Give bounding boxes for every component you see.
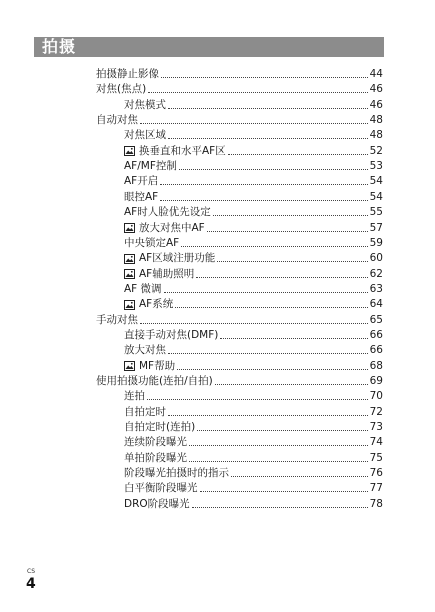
dot-leader (160, 199, 367, 201)
toc-entry-page: 57 (369, 221, 383, 234)
toc-entry-page: 68 (369, 359, 383, 372)
toc-entry-label (124, 389, 145, 404)
toc-entry-text: 放大对焦中AF (139, 221, 205, 234)
toc-entry[interactable] (124, 297, 383, 312)
toc-entry[interactable] (124, 389, 383, 404)
toc-entry-label (124, 497, 190, 512)
dot-leader (161, 76, 368, 78)
toc-entry-label (124, 128, 166, 143)
toc-entry-page: 54 (369, 190, 383, 203)
toc-entry[interactable] (124, 420, 383, 435)
toc-entry-text: AF开启 (124, 175, 159, 188)
toc-entry-label (124, 343, 166, 358)
toc-entry[interactable] (124, 405, 383, 420)
toc-entry[interactable] (124, 328, 383, 343)
page-number: 4 (26, 576, 36, 592)
toc-entry-label (124, 359, 175, 374)
toc-entry-text: 手动对焦 (96, 313, 138, 326)
dot-leader (213, 214, 368, 216)
dot-leader (140, 322, 368, 324)
toc-entry-page: 44 (369, 68, 383, 80)
toc-entry-text: 自拍定时 (124, 405, 166, 418)
dot-leader (192, 506, 368, 508)
toc-entry-text: 直接手动对焦(DMF) (124, 328, 219, 341)
language-code: CS (27, 568, 35, 575)
toc-entry-page: 53 (369, 160, 383, 173)
toc-entry-label (124, 481, 198, 496)
toc-entry-page: 65 (369, 313, 383, 326)
toc-entry-label (96, 313, 138, 328)
toc-entry[interactable] (124, 481, 383, 496)
toc-entry-text: 放大对焦 (124, 344, 166, 357)
toc-entry[interactable] (124, 435, 383, 450)
toc-entry-page: 62 (369, 267, 383, 280)
toc-entry-page: 78 (369, 497, 383, 510)
toc-entry-page: 74 (369, 436, 383, 449)
dot-leader (196, 276, 367, 278)
toc-entry[interactable] (96, 113, 383, 128)
toc-entry-page: 76 (369, 467, 383, 480)
toc-entry[interactable] (124, 159, 383, 174)
toc-entry-text: AF区域注册功能 (139, 252, 216, 265)
dot-leader (168, 414, 368, 416)
toc-entry-text: AF 微调 (124, 282, 162, 295)
toc-entry-label (124, 190, 158, 205)
toc-entry-label (124, 282, 162, 297)
toc-entry-page: 60 (369, 252, 383, 265)
dot-leader (160, 183, 367, 185)
toc-entry-text: AF/MF控制 (124, 160, 177, 173)
still-image-icon (124, 300, 135, 310)
toc-entry-label (96, 82, 146, 97)
toc-entry-page: 59 (369, 236, 383, 249)
toc-entry-page: 77 (369, 482, 383, 495)
toc-entry-page: 55 (369, 206, 383, 219)
toc-entry-page: 52 (369, 144, 383, 157)
toc-entry-page: 64 (369, 298, 383, 311)
toc-entry[interactable] (124, 221, 383, 236)
toc-entry-page: 48 (369, 129, 383, 142)
toc-entry-page: 63 (369, 282, 383, 295)
toc-entry-label (96, 374, 213, 389)
toc-entry[interactable] (124, 282, 383, 297)
toc-entry-page: 72 (369, 405, 383, 418)
dot-leader (140, 122, 368, 124)
toc-entry-text: 使用拍摄功能(连拍/自拍) (96, 375, 213, 387)
toc-entry-text: MF帮助 (139, 359, 176, 372)
toc-entry-page: 69 (369, 375, 383, 387)
toc-entry-label (124, 236, 179, 251)
dot-leader (217, 260, 367, 262)
toc-entry-page: 73 (369, 421, 383, 434)
toc-entry[interactable] (124, 174, 383, 189)
toc-entry-label (124, 144, 226, 159)
dot-leader (147, 398, 368, 400)
toc-entry[interactable] (124, 497, 383, 512)
section-title: 拍摄 (42, 37, 77, 56)
toc-entry[interactable] (96, 67, 383, 82)
toc-entry-label (124, 435, 187, 450)
toc-entry-label (124, 405, 166, 420)
toc-entry-label (124, 466, 229, 481)
toc-entry-label (96, 113, 138, 128)
toc-entry[interactable] (124, 343, 383, 358)
toc-entry-label (124, 297, 173, 312)
toc-entry-text: 拍摄静止影像 (96, 68, 159, 80)
toc-entry-text: 阶段曝光拍摄时的指示 (124, 467, 229, 480)
toc-entry[interactable] (124, 98, 383, 113)
toc-entry[interactable] (124, 251, 383, 266)
toc-entry-text: 连拍 (124, 390, 145, 403)
toc-entry-text: 对焦区域 (124, 129, 166, 142)
dot-leader (168, 137, 368, 139)
dot-leader (189, 460, 368, 462)
still-image-icon (124, 146, 135, 156)
toc-entry-label (96, 67, 159, 82)
toc-entry[interactable] (124, 466, 383, 481)
toc-entry[interactable] (124, 205, 383, 220)
toc-entry[interactable] (124, 128, 383, 143)
dot-leader (181, 245, 367, 247)
toc-entry[interactable] (124, 359, 383, 374)
toc-entry-text: 自拍定时(连拍) (124, 421, 196, 434)
toc-entry-page: 70 (369, 390, 383, 403)
toc-entry-text: 单拍阶段曝光 (124, 451, 187, 464)
toc-entry-label (124, 451, 187, 466)
toc-entry[interactable] (124, 236, 383, 251)
dot-leader (231, 475, 368, 477)
still-image-icon (124, 361, 135, 371)
toc-entry-text: DRO阶段曝光 (124, 497, 190, 510)
toc-entry-page: 46 (369, 98, 383, 111)
dot-leader (168, 107, 368, 109)
toc-entry-label (124, 328, 218, 343)
toc-entry[interactable] (124, 267, 383, 282)
dot-leader (200, 490, 368, 492)
toc-entry[interactable] (124, 190, 383, 205)
toc-entry-label (124, 420, 195, 435)
dot-leader (168, 352, 368, 354)
toc-entry[interactable] (124, 451, 383, 466)
toc-entry-page: 66 (369, 328, 383, 341)
still-image-icon (124, 269, 135, 279)
toc-entry-page: 54 (369, 175, 383, 188)
toc-entry[interactable] (96, 313, 383, 328)
toc-entry[interactable] (96, 374, 383, 389)
toc-entry[interactable] (124, 144, 383, 159)
section-header-bar (34, 37, 384, 57)
toc-entry-text: 对焦模式 (124, 98, 166, 111)
toc-entry-label (124, 98, 166, 113)
dot-leader (197, 429, 367, 431)
toc-entry-text: 自动对焦 (96, 114, 138, 127)
toc-entry-text: 换垂直和水平AF区 (139, 144, 226, 157)
still-image-icon (124, 254, 135, 264)
dot-leader (148, 91, 367, 93)
toc-entry-text: AF辅助照明 (139, 267, 195, 280)
toc-entry-label (124, 174, 158, 189)
toc-entry-page: 46 (369, 83, 383, 96)
toc-entry-text: 连续阶段曝光 (124, 436, 187, 449)
toc-entry-text: 眼控AF (124, 190, 159, 203)
toc-entry-label (124, 267, 194, 282)
toc-entry-label (124, 221, 205, 236)
toc-entry-label (124, 205, 211, 220)
toc-entry-text: 中央锁定AF (124, 236, 180, 249)
toc-entry-page: 66 (369, 344, 383, 357)
dot-leader (189, 444, 368, 446)
toc-entry-text: 白平衡阶段曝光 (124, 482, 198, 495)
still-image-icon (124, 223, 135, 233)
dot-leader (179, 168, 368, 170)
toc-entry[interactable] (96, 82, 383, 97)
dot-leader (207, 230, 368, 232)
toc-entry-page: 75 (369, 451, 383, 464)
toc-entry-label (124, 159, 177, 174)
toc-entry-text: 对焦(焦点) (96, 83, 147, 96)
dot-leader (175, 306, 367, 308)
toc-entry-text: AF时人脸优先设定 (124, 206, 211, 219)
dot-leader (228, 153, 368, 155)
toc-entry-label (124, 251, 215, 266)
toc-entry-text: AF系统 (139, 298, 174, 311)
dot-leader (220, 337, 367, 339)
toc-entry-page: 48 (369, 114, 383, 127)
dot-leader (164, 291, 368, 293)
dot-leader (177, 368, 368, 370)
dot-leader (215, 383, 368, 385)
